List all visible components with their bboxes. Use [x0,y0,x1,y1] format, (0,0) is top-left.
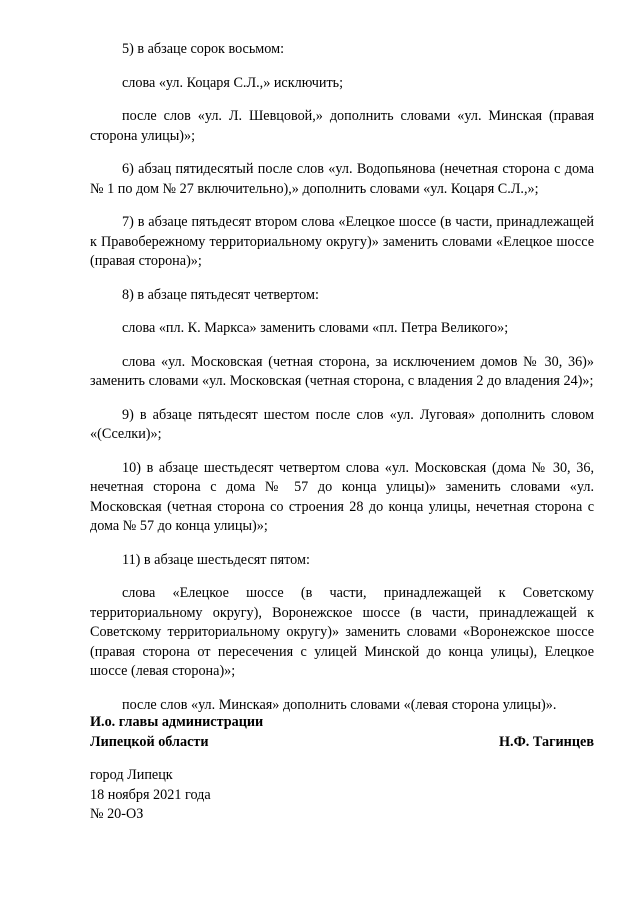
paragraph-2: слова «ул. Коцаря С.Л.,» исключить; [122,74,344,91]
signature-block [90,713,594,752]
paragraph-9: 9) в абзаце пятьдесят шестом после слов «ул. Луговая» дополнить словом «(Сселки)»; [90,406,594,442]
paragraph-8: слова «ул. Московская (четная сторона, за исключением домов № 30, 36)» заменить словами «ул. Московская (четная сторона, с владения 2 до владения 24)»; [90,353,594,389]
paragraph-11: 11) в абзаце шестьдесят пятом: [122,551,310,568]
paragraph-4: 6) абзац пятидесятый после слов «ул. Водопьянова (нечетная сторона с дома № 1 по дом № 27 включительно),» дополнить словами «ул. Коцаря С.Л.,»; [90,161,594,197]
footer-law-number: № 20-ОЗ [90,806,144,822]
footer-city: город Липецк [90,767,173,783]
paragraph-5: 7) в абзаце пятьдесят втором слова «Елецкое шоссе (в части, принадлежащей к Правобережному территориальному округу)» заменить словами «Елецкое шоссе (правая сторона)»; [90,214,594,269]
document-body [90,40,594,729]
signatory-position-line-2: Липецкой области [90,733,209,750]
paragraph-1: 5) в абзаце сорок восьмом: [122,41,285,57]
paragraph-7: слова «пл. К. Маркса» заменить словами «пл. Петра Великого»; [122,320,509,336]
paragraph-6: 8) в абзаце пятьдесят четвертом: [122,286,319,303]
paragraph-12: слова «Елецкое шоссе (в части, принадлежащей к Советскому территориальному округу), Воронежское шоссе (в части, принадлежащей к Советскому территориальному округу)» заменить словами «Воронежское шоссе (правая сторона от пересечения с улицей Минской до конца улицы), Елецкое шоссе (левая сторона)»; [90,585,594,679]
signatory-position-line-1: И.о. главы администрации [90,714,264,730]
paragraph-10: 10) в абзаце шестьдесят четвертом слова «ул. Московская (дома № 30, 36, нечетная сторона с дома № 57 до конца улицы)» заменить словами «ул. Московская (четная сторона со строения 28 до конца улицы, нечетная сторона с дома № 57 до конца улицы)»; [90,459,594,534]
document-footer [90,766,390,825]
paragraph-3: после слов «ул. Л. Шевцовой,» дополнить словами «ул. Минская (правая сторона улицы)»; [90,108,594,144]
footer-date: 18 ноября 2021 года [90,786,211,803]
signatory-name: Н.Ф. Тагинцев [499,733,594,750]
paragraph-13: после слов «ул. Минская» дополнить словами «(левая сторона улицы)». [122,696,557,713]
